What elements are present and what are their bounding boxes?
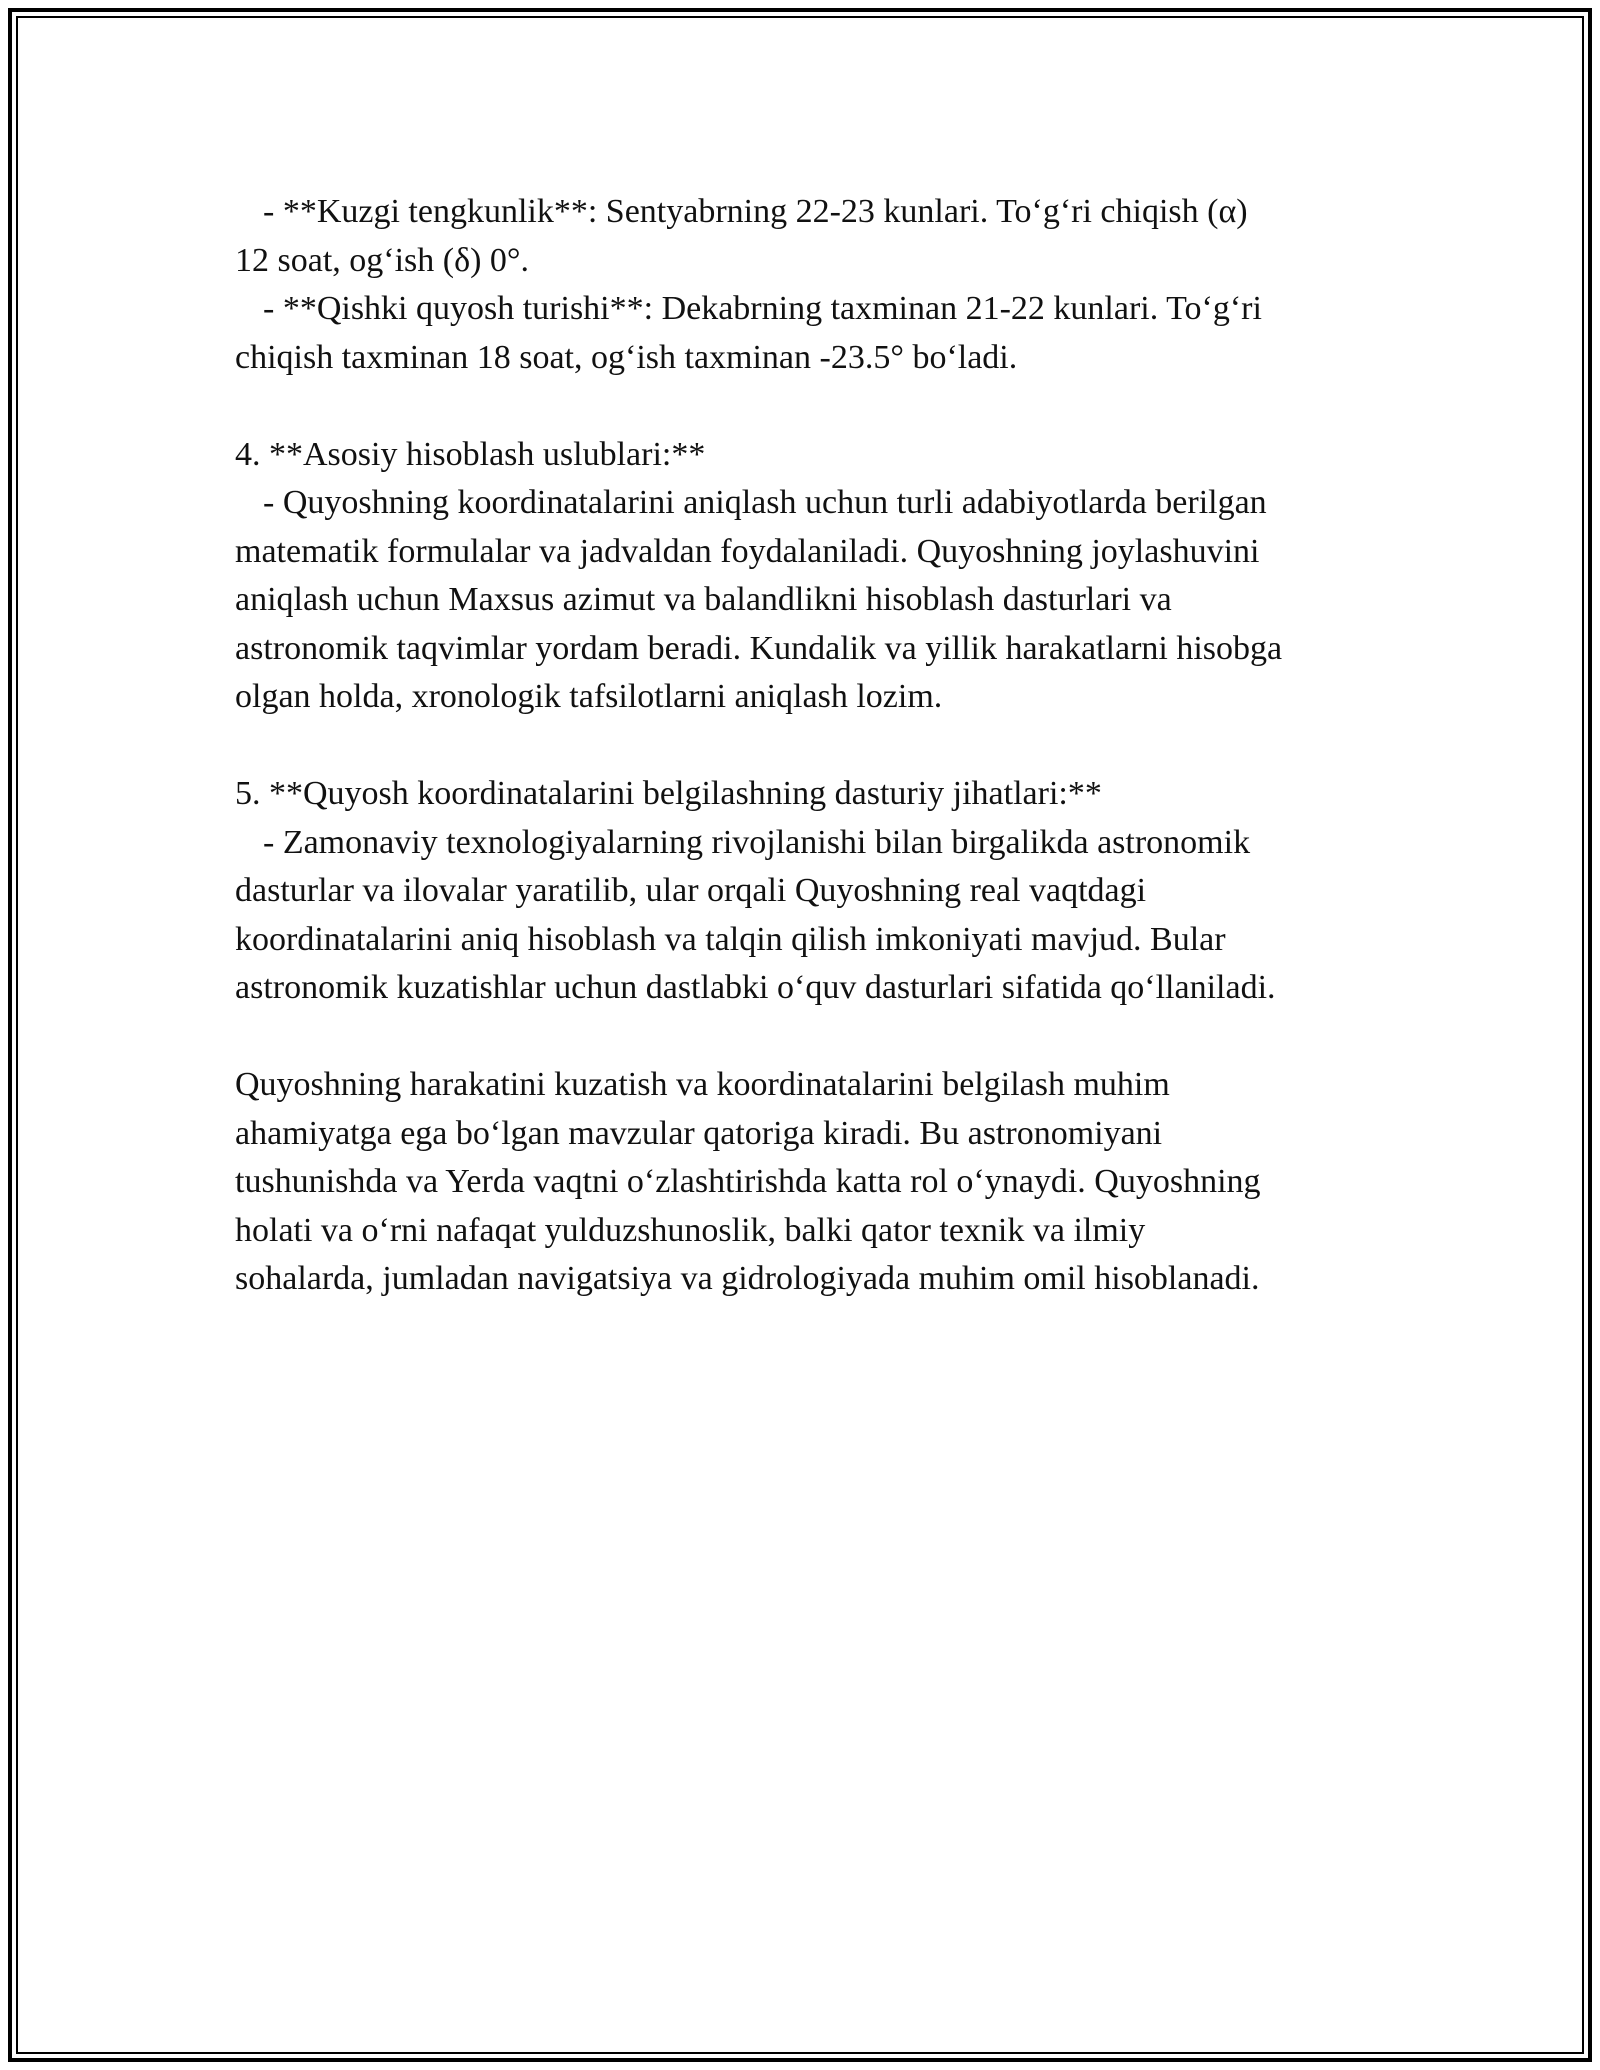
bullet-calculation-methods: - Quyoshning koordinatalarini aniqlash uchun turli adabiyotlarda berilgan (263, 484, 1267, 521)
text-line: astronomik taqvimlar yordam beradi. Kundalik va yillik harakatlarni hisobga (235, 629, 1283, 667)
conclusion-paragraph: Quyoshning harakatini kuzatish va koordinatalarini belgilash muhim (235, 1066, 1170, 1103)
section-heading-5: 5. **Quyosh koordinatalarini belgilashning dasturiy jihatlari:** (235, 775, 1102, 812)
text-line: holati va o‘rni nafaqat yulduzshunoslik, balki qator texnik va ilmiy (235, 1211, 1146, 1249)
text-line: tushunishda va Yerda vaqtni o‘zlashtirishda katta rol o‘ynaydi. Quyoshning (235, 1163, 1261, 1200)
paragraph-gap (235, 1013, 1385, 1062)
text-line: astronomik kuzatishlar uchun dastlabki o‘quv dasturlari sifatida qo‘llaniladi. (235, 969, 1276, 1006)
text-line: 12 soat, og‘ish (δ) 0°. (235, 241, 530, 279)
bullet-software-aspects: - Zamonaviy texnologiyalarning rivojlanishi bilan birgalikda astronomik (263, 823, 1251, 861)
paragraph-gap (235, 382, 1385, 431)
text-line: olgan holda, xronologik tafsilotlarni aniqlash lozim. (235, 678, 943, 715)
text-line: ahamiyatga ega bo‘lgan mavzular qatoriga kiradi. Bu astronomiyani (235, 1114, 1163, 1152)
text-line: dasturlar va ilovalar yaratilib, ular orqali Quyoshning real vaqtdagi (235, 872, 1147, 909)
text-line: matematik formulalar va jadvaldan foydalaniladi. Quyoshning joylashuvini (235, 532, 1260, 570)
bullet-autumn-equinox: - **Kuzgi tengkunlik**: Sentyabrning 22-23 kunlari. To‘g‘ri chiqish (α) (263, 193, 1248, 230)
document-body (235, 188, 1385, 1304)
paragraph-gap (235, 722, 1385, 771)
text-line: aniqlash uchun Maxsus azimut va balandlikni hisoblash dasturlari va (235, 581, 1172, 618)
text-line: koordinatalarini aniq hisoblash va talqin qilish imkoniyati mavjud. Bular (235, 920, 1226, 958)
text-line: sohalarda, jumladan navigatsiya va gidrologiyada muhim omil hisoblanadi. (235, 1260, 1260, 1297)
section-heading-4: 4. **Asosiy hisoblash uslublari:** (235, 435, 706, 473)
bullet-winter-solstice: - **Qishki quyosh turishi**: Dekabrning taxminan 21-22 kunlari. To‘g‘ri (263, 290, 1262, 327)
text-line: chiqish taxminan 18 soat, og‘ish taxminan -23.5° bo‘ladi. (235, 338, 1018, 376)
